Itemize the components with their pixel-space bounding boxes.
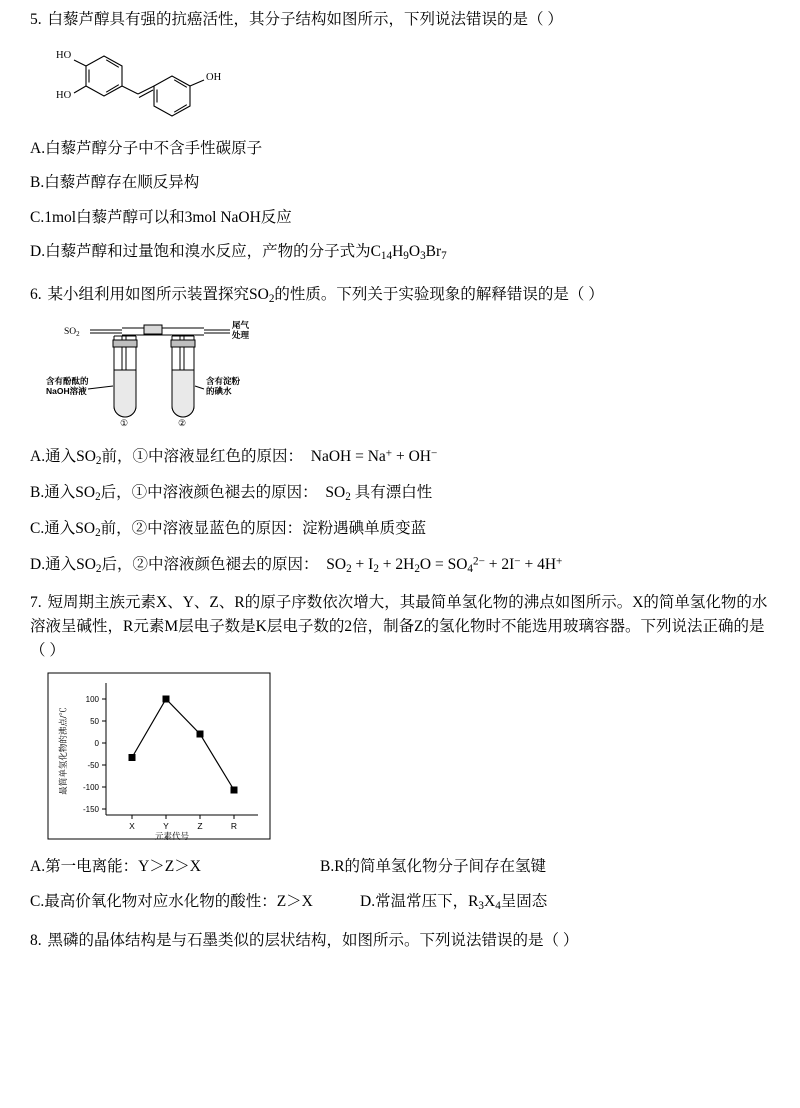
chart-ytick-neg100: -100 bbox=[82, 783, 99, 793]
question-6-option-a-label: A. bbox=[30, 448, 46, 465]
so2-label-right-line2: 的碘水 bbox=[206, 386, 232, 396]
question-5-option-a: A.白藜芦醇分子中不含手性碳原子 bbox=[30, 140, 263, 158]
question-5-option-c: C.1mol白藜芦醇可以和3mol NaOH反应 bbox=[30, 208, 292, 226]
so2-label-left-line1: 含有酚酞的 bbox=[46, 376, 89, 386]
question-6-stem bbox=[30, 283, 770, 308]
question-6-option-a-text2: 前，①中溶液显红色的原因： bbox=[101, 448, 304, 465]
chart-border bbox=[48, 673, 270, 842]
chart-data-markers bbox=[129, 696, 238, 794]
chart-xtick-r: R bbox=[230, 821, 238, 832]
question-6 bbox=[30, 283, 770, 578]
question-7-option-d bbox=[360, 890, 547, 915]
question-6-stem-text-1: 某小组利用如图所示装置探究 bbox=[47, 285, 250, 303]
question-6-option-b-equation: $SO_2$ 具有漂白性 bbox=[321, 483, 433, 503]
question-8-stem-text: 黑磷的晶体结构是与石墨类似的层状结构，如图所示。下列说法错误的是（ ） bbox=[47, 931, 579, 949]
question-7-number: 7. bbox=[30, 594, 42, 612]
question-7-option-b: B.R的简单氢化物分子间存在氢键 bbox=[320, 858, 547, 876]
question-6-option-c-label: C. bbox=[30, 519, 45, 537]
question-7-options-row-2 bbox=[30, 890, 770, 915]
question-7-stem bbox=[30, 591, 770, 663]
question-7-option-d-formula: $R_3X_4$ bbox=[468, 892, 501, 912]
so2-label-left-line2: NaOH溶液 bbox=[46, 386, 87, 396]
chart-ytick-neg50: -50 bbox=[87, 761, 99, 771]
chart-xtick-x: X bbox=[129, 821, 135, 832]
chart-marker-y bbox=[163, 696, 170, 703]
question-6-option-c-text2: 前，②中溶液显蓝色的原因：淀粉遇碘单质变蓝 bbox=[100, 519, 427, 537]
question-5-option-d-formula: $C_{14}H_9O_3Br_7$ bbox=[370, 242, 447, 262]
chart-marker-r bbox=[231, 787, 238, 794]
chart-marker-x bbox=[129, 754, 136, 761]
question-5-option-d bbox=[30, 240, 770, 265]
question-6-option-a-equation: NaOH = Na+ + OH− bbox=[306, 447, 438, 465]
question-8-stem bbox=[30, 929, 770, 953]
question-6-option-b-text1: 通入 bbox=[44, 483, 76, 501]
resveratrol-label-ho-bottom: HO bbox=[56, 90, 72, 102]
chart-marker-z bbox=[197, 731, 204, 738]
question-5 bbox=[30, 8, 770, 265]
boiling-point-chart-svg bbox=[44, 669, 274, 844]
so2-label-outlet-line2: 处理 bbox=[232, 330, 250, 340]
question-5-option-b: B.白藜芦醇存在顺反异构 bbox=[30, 174, 200, 192]
question-7-option-c: C.最高价氧化物对应水化物的酸性：Z＞X bbox=[30, 892, 313, 910]
question-7-option-d-text2: 呈固态 bbox=[500, 892, 548, 910]
question-6-option-b-text2: 后，①中溶液颜色褪去的原因： bbox=[100, 483, 318, 501]
question-6-option-b: B.通入$SO_2$后，①中溶液颜色褪去的原因： $SO_2$ 具有漂白性 bbox=[30, 483, 433, 503]
question-6-option-a-text1: 通入 bbox=[45, 448, 77, 465]
chart-ytick-0: 0 bbox=[94, 739, 99, 749]
question-7-option-a: A.第一电离能：Y＞Z＞X bbox=[30, 858, 201, 876]
question-6-stem-formula: $SO_2$ bbox=[249, 285, 275, 305]
question-6-option-c-text1: 通入 bbox=[44, 519, 76, 537]
chart-xtick-y: Y bbox=[163, 821, 169, 832]
question-7 bbox=[30, 591, 770, 914]
chart-ytick-neg150: -150 bbox=[82, 805, 99, 815]
chart-xtick-z: Z bbox=[197, 821, 203, 832]
chart-xlabel: 元素代号 bbox=[154, 831, 190, 842]
question-8-number: 8. bbox=[30, 931, 42, 949]
question-6-option-d-equation: $SO_2 + I_2 + 2H_2O = SO_4^{2-} + 2I^- + 4H^+$ bbox=[322, 554, 563, 575]
question-6-option-b-label: B. bbox=[30, 483, 45, 501]
question-6-option-d: D.通入$SO_2$后，②中溶液颜色褪去的原因： $SO_2 + I_2 + 2H_2O = SO_4^{2-} + 2I^- + 4H^+$ bbox=[30, 554, 563, 575]
question-5-stem-text: 白藜芦醇具有强的抗癌活性，其分子结构如图所示，下列说法错误的是（ ） bbox=[47, 11, 563, 28]
resveratrol-label-ho-top: HO bbox=[56, 50, 72, 62]
chart-ytick-100: 100 bbox=[85, 695, 99, 705]
so2-label-inlet: $SO_2$ bbox=[64, 327, 80, 338]
resveratrol-structure-svg bbox=[42, 38, 242, 126]
question-6-option-d-text1: 通入 bbox=[45, 555, 77, 573]
resveratrol-structure-figure bbox=[42, 38, 770, 126]
question-5-number: 5. bbox=[30, 11, 42, 28]
question-6-stem-text-2: 的性质。下列关于实验现象的解释错误的是（ ） bbox=[274, 285, 604, 303]
question-7-option-d-text: D.常温常压下， bbox=[360, 892, 469, 910]
question-5-stem bbox=[30, 8, 770, 32]
question-8 bbox=[30, 929, 770, 953]
question-6-number: 6. bbox=[30, 285, 42, 303]
chart-ytick-50: 50 bbox=[90, 717, 99, 727]
resveratrol-label-oh: OH bbox=[206, 72, 222, 84]
question-6-option-a: A.通入$SO_2$前，①中溶液显红色的原因： NaOH = Na+ + OH− bbox=[30, 447, 438, 468]
question-5-option-d-text: D.白藜芦醇和过量饱和溴水反应，产物的分子式为 bbox=[30, 242, 371, 260]
so2-apparatus-figure bbox=[44, 314, 770, 434]
question-7-stem-text: 短周期主族元素X、Y、Z、R的原子序数依次增大，其最简单氢化物的沸点如图所示。X的简单氢化物的水溶液呈碱性，R元素M层电子数是K层电子数的2倍，制备Z的氢化物时不能选用玻璃容器。下列说法正确的是（ ） bbox=[30, 594, 768, 660]
boiling-point-chart-figure bbox=[44, 669, 770, 844]
so2-label-tube1: ① bbox=[120, 418, 129, 428]
so2-label-outlet-line1: 尾气 bbox=[232, 320, 250, 330]
question-7-options-row-1 bbox=[30, 855, 770, 878]
so2-label-tube2: ② bbox=[178, 418, 187, 428]
so2-label-right-line1: 含有淀粉 bbox=[206, 376, 241, 386]
question-6-option-c: C.通入$SO_2$前，②中溶液显蓝色的原因：淀粉遇碘单质变蓝 bbox=[30, 519, 427, 539]
question-6-option-d-text2: 后，②中溶液颜色褪去的原因： bbox=[101, 555, 319, 573]
chart-data-line bbox=[132, 699, 234, 790]
chart-ylabel: 最简单氢化物的沸点/℃ bbox=[58, 707, 68, 796]
so2-apparatus-svg bbox=[44, 314, 294, 434]
question-6-option-d-label: D. bbox=[30, 555, 46, 573]
